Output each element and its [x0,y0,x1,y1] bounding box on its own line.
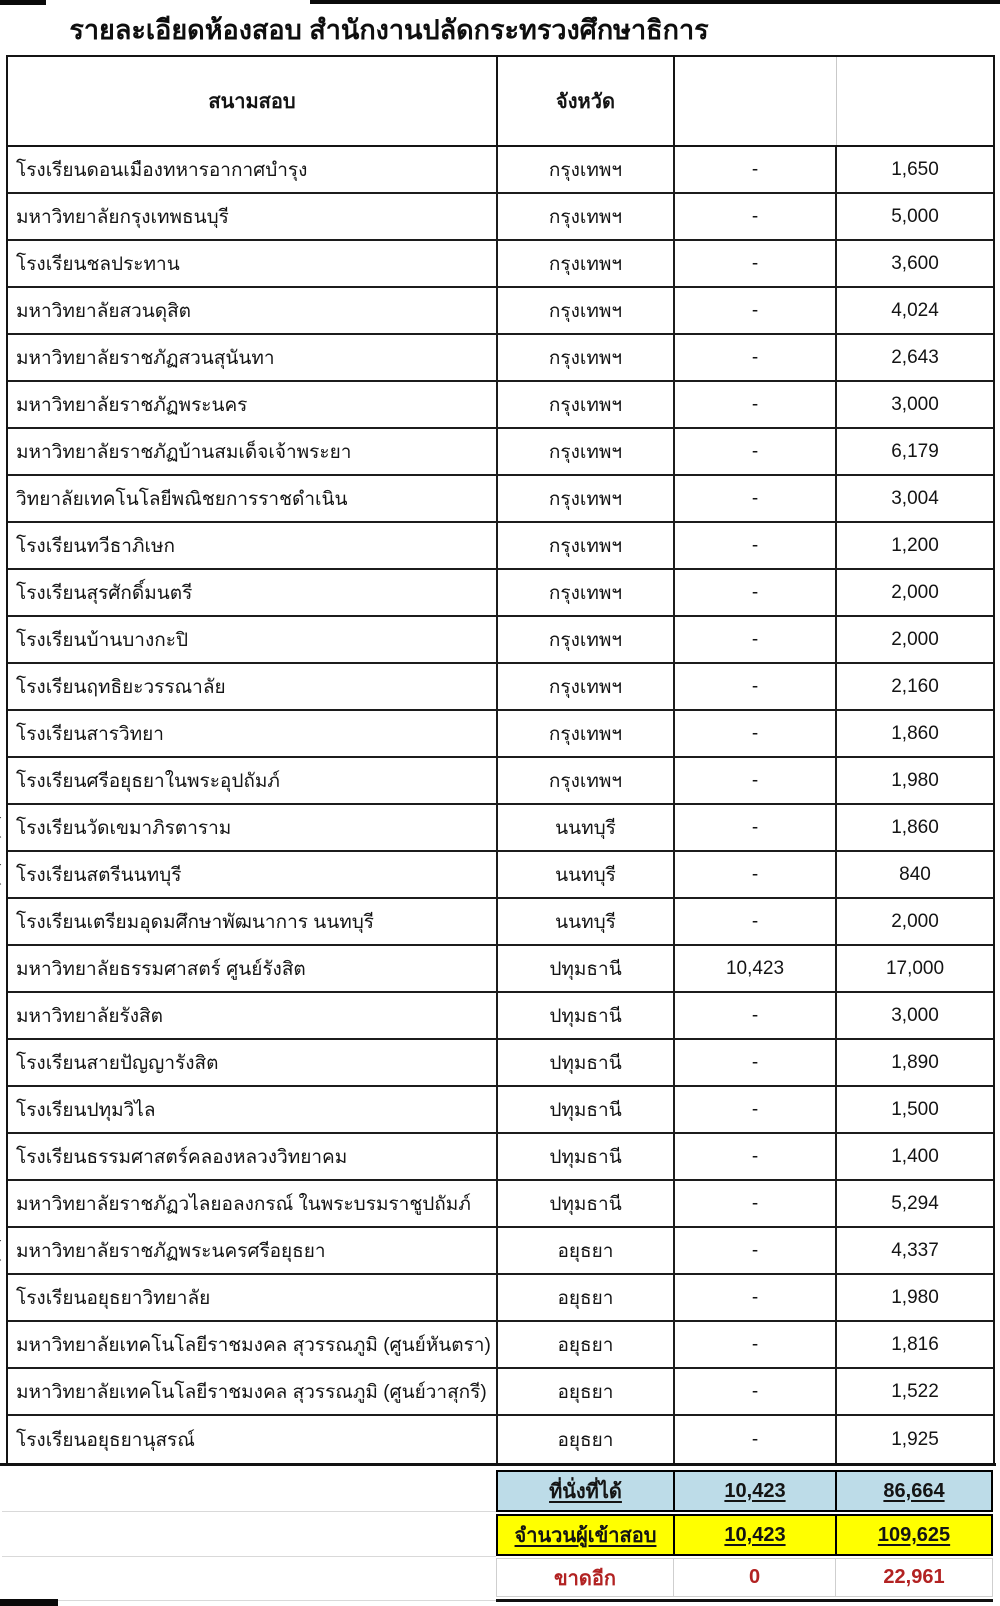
capacity-cell: 1,200 [891,534,939,556]
venue-cell: มหาวิทยาลัยราชภัฏบ้านสมเด็จเจ้าพระยา [8,429,498,474]
summary-bottom-border [496,1599,993,1602]
venue-cell: มหาวิทยาลัยกรุงเทพธนบุรี [8,194,498,239]
table-row [8,1275,993,1322]
province-cell: ปทุมธานี [498,1134,675,1179]
venue-cell: โรงเรียนบ้านบางกะปิ [8,617,498,662]
venue-cell: มหาวิทยาลัยเทคโนโลยีราชมงคล สุวรรณภูมิ (ศูนย์วาสุกรี) [8,1369,498,1414]
venue-cell: มหาวิทยาลัยธรรมศาสตร์ ศูนย์รังสิต [8,946,498,991]
province-cell: อยุธยา [498,1228,675,1273]
capacity-cell: 3,000 [891,393,939,415]
venue-cell: โรงเรียนอยุธยาวิทยาลัย [8,1275,498,1320]
shortfall-capacity: 22,961 [883,1566,945,1588]
registered-cell: - [675,476,837,521]
capacity-cell: 4,024 [891,299,939,321]
table-row [8,946,993,993]
registered-cell: - [675,899,837,944]
table-row [8,1322,993,1369]
capacity-cell: 1,400 [891,1145,939,1167]
registered-cell: - [675,570,837,615]
gridline [2,1556,496,1557]
venue-cell: โรงเรียนทวีธาภิเษก [8,523,498,568]
table-row [8,1181,993,1228]
capacity-cell: 840 [899,863,931,885]
province-cell: กรุงเทพฯ [498,429,675,474]
table-row [8,1416,993,1463]
registered-cell: - [675,194,837,239]
table-row [8,617,993,664]
header-venue: สนามสอบ [8,57,498,145]
registered-cell: - [675,335,837,380]
registered-cell: - [675,758,837,803]
venue-cell: โรงเรียนฤทธิยะวรรณาลัย [8,664,498,709]
venue-cell: มหาวิทยาลัยรังสิต [8,993,498,1038]
registered-cell: - [675,617,837,662]
venue-cell: มหาวิทยาลัยราชภัฏวไลยอลงกรณ์ ในพระบรมราชูปถัมภ์ [8,1181,498,1226]
registered-cell: - [675,1228,837,1273]
table-row [8,711,993,758]
capacity-cell: 2,000 [891,910,939,932]
table-row [8,288,993,335]
province-cell: กรุงเทพฯ [498,523,675,568]
venue-cell: โรงเรียนสุรศักดิ์มนตรี [8,570,498,615]
province-cell: กรุงเทพฯ [498,382,675,427]
venue-cell: โรงเรียนดอนเมืองทหารอากาศบำรุง [8,147,498,192]
capacity-cell: 1,522 [891,1380,939,1402]
scan-artifact-bottom-left [0,1599,58,1606]
shortfall-registered: 0 [674,1559,836,1596]
venue-cell: มหาวิทยาลัยเทคโนโลยีราชมงคล สุวรรณภูมิ (ศูนย์หันตรา) [8,1322,498,1367]
header-capacity [837,57,993,145]
registered-cell: - [675,1275,837,1320]
table-row [8,758,993,805]
registered-cell: - [675,1040,837,1085]
registered-cell: - [675,1369,837,1414]
province-cell: ปทุมธานี [498,993,675,1038]
venue-cell: โรงเรียนธรรมศาสตร์คลองหลวงวิทยาคม [8,1134,498,1179]
registered-cell: - [675,1416,837,1463]
table-row [8,1369,993,1416]
scan-artifact-top-right [310,0,1000,4]
table-row [8,1134,993,1181]
clipped-paren-artifact [0,813,1,839]
clipped-paren-artifact [0,860,1,886]
table-row [8,523,993,570]
province-cell: กรุงเทพฯ [498,241,675,286]
province-cell: กรุงเทพฯ [498,570,675,615]
capacity-cell: 1,980 [891,1286,939,1308]
table-row [8,335,993,382]
table-row [8,993,993,1040]
capacity-cell: 2,000 [891,628,939,650]
capacity-cell: 1,860 [891,722,939,744]
registered-cell: - [675,523,837,568]
province-cell: กรุงเทพฯ [498,664,675,709]
venue-cell: โรงเรียนเตรียมอุดมศึกษาพัฒนาการ นนทบุรี [8,899,498,944]
capacity-cell: 2,643 [891,346,939,368]
venue-cell: มหาวิทยาลัยราชภัฏสวนสุนันทา [8,335,498,380]
gridline [2,1600,496,1601]
province-cell: อยุธยา [498,1322,675,1367]
registered-cell: - [675,711,837,756]
registered-cell: - [675,288,837,333]
capacity-cell: 2,160 [891,675,939,697]
registered-cell: - [675,993,837,1038]
province-cell: นนทบุรี [498,805,675,850]
examinees-capacity: 109,625 [877,1523,951,1546]
province-cell: ปทุมธานี [498,1181,675,1226]
table-row [8,570,993,617]
capacity-cell: 5,294 [891,1192,939,1214]
summary-row-examinees [496,1514,993,1556]
registered-cell: - [675,805,837,850]
venue-cell: มหาวิทยาลัยราชภัฏพระนครศรีอยุธยา [8,1228,498,1273]
summary-row-shortfall [496,1558,993,1597]
registered-cell: - [675,429,837,474]
venue-cell: โรงเรียนสตรีนนทบุรี [8,852,498,897]
capacity-cell: 1,925 [891,1428,939,1450]
table-row [8,805,993,852]
table-row [8,147,993,194]
province-cell: กรุงเทพฯ [498,288,675,333]
province-cell: อยุธยา [498,1369,675,1414]
venue-cell: มหาวิทยาลัยราชภัฏพระนคร [8,382,498,427]
exam-venue-table [6,55,995,1465]
table-row [8,1228,993,1275]
province-cell: กรุงเทพฯ [498,711,675,756]
table-row [8,429,993,476]
registered-cell: - [675,1322,837,1367]
capacity-cell: 3,000 [891,1004,939,1026]
province-cell: ปทุมธานี [498,946,675,991]
clipped-paren-artifact [0,1236,1,1262]
province-cell: กรุงเทพฯ [498,335,675,380]
venue-cell: โรงเรียนวัดเขมาภิรตาราม [8,805,498,850]
province-cell: กรุงเทพฯ [498,758,675,803]
summary-section [496,1470,993,1602]
table-row [8,241,993,288]
capacity-cell: 2,000 [891,581,939,603]
registered-cell: - [675,852,837,897]
header-registered [675,57,837,145]
capacity-cell: 5,000 [891,205,939,227]
capacity-cell: 1,650 [891,158,939,180]
registered-cell: - [675,147,837,192]
registered-cell: - [675,1087,837,1132]
table-row [8,664,993,711]
table-row [8,382,993,429]
table-bottom-border [0,1463,996,1466]
table-row [8,1040,993,1087]
table-row [8,476,993,523]
venue-cell: วิทยาลัยเทคโนโลยีพณิชยการราชดำเนิน [8,476,498,521]
seats-total-label: ที่นั่งที่ได้ [498,1472,675,1510]
shortfall-label: ขาดอีก [497,1559,674,1596]
summary-row-seats-total [496,1470,993,1512]
venue-cell: โรงเรียนปทุมวิไล [8,1087,498,1132]
registered-cell: - [675,382,837,427]
province-cell: นนทบุรี [498,899,675,944]
province-cell: ปทุมธานี [498,1087,675,1132]
registered-cell: 10,423 [675,946,837,991]
province-cell: ปทุมธานี [498,1040,675,1085]
page-title: รายละเอียดห้องสอบ สำนักงานปลัดกระทรวงศึกษาธิการ [69,15,709,45]
capacity-cell: 3,004 [891,487,939,509]
capacity-cell: 17,000 [885,957,945,979]
capacity-cell: 6,179 [891,440,939,462]
header-province: จังหวัด [498,57,675,145]
province-cell: กรุงเทพฯ [498,617,675,662]
table-row [8,1087,993,1134]
capacity-cell: 4,337 [891,1239,939,1261]
seats-total-capacity: 86,664 [883,1479,945,1502]
registered-cell: - [675,1181,837,1226]
gridline [2,1511,496,1512]
venue-cell: โรงเรียนชลประทาน [8,241,498,286]
table-row [8,852,993,899]
table-rows [8,147,993,1463]
venue-cell: โรงเรียนสารวิทยา [8,711,498,756]
province-cell: กรุงเทพฯ [498,147,675,192]
capacity-cell: 1,980 [891,769,939,791]
venue-cell: มหาวิทยาลัยสวนดุสิต [8,288,498,333]
table-row [8,899,993,946]
capacity-cell: 1,816 [891,1333,939,1355]
registered-cell: - [675,241,837,286]
province-cell: อยุธยา [498,1275,675,1320]
table-header-row [8,57,993,147]
province-cell: นนทบุรี [498,852,675,897]
venue-cell: โรงเรียนอยุธยานุสรณ์ [8,1416,498,1463]
venue-cell: โรงเรียนสายปัญญารังสิต [8,1040,498,1085]
capacity-cell: 1,860 [891,816,939,838]
scan-artifact-top-left [0,0,46,5]
province-cell: อยุธยา [498,1416,675,1463]
table-row [8,194,993,241]
examinees-label: จำนวนผู้เข้าสอบ [498,1516,675,1554]
registered-cell: - [675,1134,837,1179]
capacity-cell: 1,500 [891,1098,939,1120]
registered-cell: - [675,664,837,709]
examinees-registered: 10,423 [675,1516,837,1554]
capacity-cell: 1,890 [891,1051,939,1073]
venue-cell: โรงเรียนศรีอยุธยาในพระอุปถัมภ์ [8,758,498,803]
province-cell: กรุงเทพฯ [498,476,675,521]
seats-total-registered: 10,423 [675,1472,837,1510]
capacity-cell: 3,600 [891,252,939,274]
province-cell: กรุงเทพฯ [498,194,675,239]
